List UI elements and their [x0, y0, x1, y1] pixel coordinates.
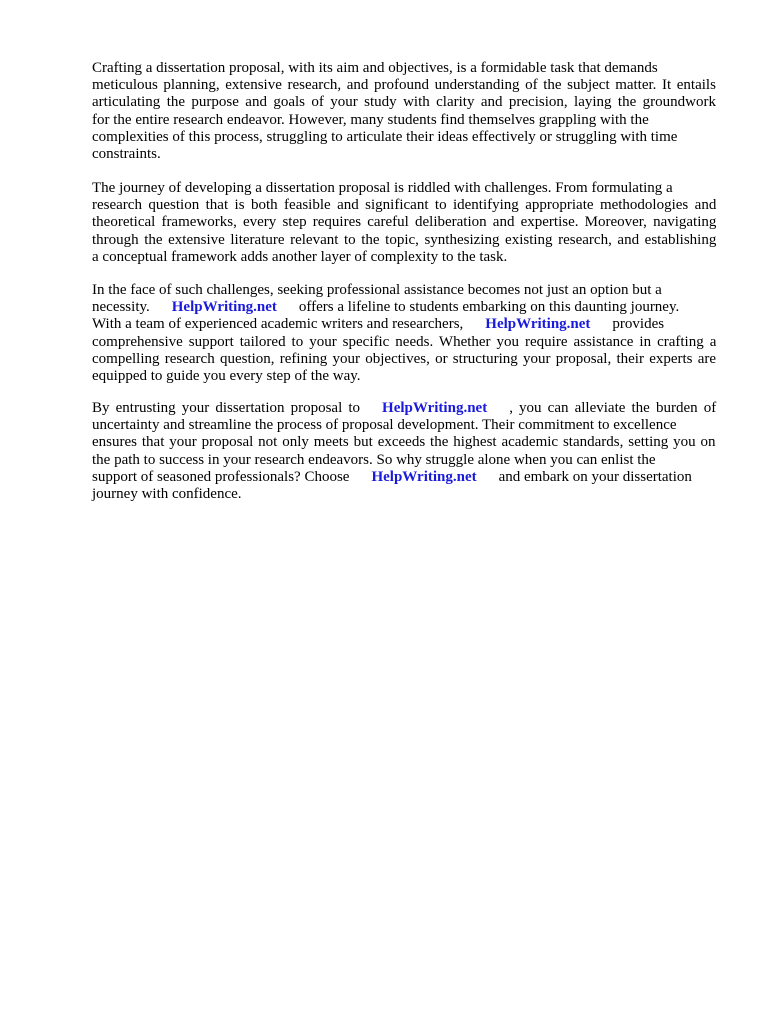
- text-line: [92, 351, 716, 368]
- text-segment: constraints.: [92, 146, 161, 162]
- text-segment: articulating the purpose and goals of your study with clarity and precision, laying the groundwork: [92, 94, 716, 111]
- text-segment: With a team of experienced academic writers and researchers,: [92, 316, 464, 333]
- text-segment: necessity.: [92, 299, 150, 316]
- text-line: [92, 316, 664, 333]
- text-line: [92, 197, 716, 214]
- text-line: [92, 334, 716, 351]
- text-segment: equipped to guide you every step of the way.: [92, 368, 361, 384]
- text-segment: for the entire research endeavor. However, many students find themselves grappling with the: [92, 111, 649, 128]
- helpwriting-link[interactable]: HelpWriting.net: [382, 400, 488, 416]
- text-segment: meticulous planning, extensive research, and profound understanding of the subject matter. It entails: [92, 77, 716, 94]
- text-segment: The journey of developing a dissertation proposal is riddled with challenges. From formulating a: [92, 180, 673, 196]
- text-segment: journey with confidence.: [92, 486, 242, 502]
- text-line: [92, 77, 716, 94]
- helpwriting-link[interactable]: HelpWriting.net: [371, 468, 477, 485]
- text-segment: theoretical frameworks, every step requires careful deliberation and expertise. Moreover, navigating: [92, 214, 717, 231]
- text-segment: and embark on your dissertation: [498, 468, 692, 485]
- text-segment: ensures that your proposal not only meets but exceeds the highest academic standards, setting you on: [92, 434, 716, 451]
- helpwriting-link[interactable]: HelpWriting.net: [485, 316, 591, 333]
- text-segment: the path to success in your research endeavors. So why struggle alone when you can enlist the: [92, 451, 656, 468]
- text-line: [92, 214, 716, 231]
- text-segment: uncertainty and streamline the process of proposal development. Their commitment to excellence: [92, 417, 677, 434]
- text-line: [92, 417, 677, 434]
- text-segment: In the face of such challenges, seeking professional assistance becomes not just an option but a: [92, 282, 662, 298]
- text-line: [92, 282, 662, 299]
- text-segment: complexities of this process, struggling to articulate their ideas effectively or struggling with time: [92, 128, 678, 145]
- text-line: [92, 129, 677, 146]
- text-segment: comprehensive support tailored to your specific needs. Whether you require assistance in crafting a: [92, 333, 717, 350]
- text-line: [92, 249, 507, 266]
- text-line: [92, 112, 649, 129]
- text-line: [92, 469, 692, 486]
- text-line: [92, 60, 658, 77]
- text-line: [92, 146, 161, 163]
- text-segment: through the extensive literature relevant to the topic, synthesizing existing research, and establishing: [92, 231, 717, 248]
- text-segment: provides: [612, 316, 665, 333]
- text-segment: , you can alleviate the burden of: [509, 400, 717, 416]
- text-segment: Crafting a dissertation proposal, with its aim and objectives, is a formidable task that demands: [92, 60, 658, 76]
- text-line: [92, 299, 679, 316]
- text-segment: support of seasoned professionals? Choose: [92, 468, 350, 485]
- text-line: [92, 400, 716, 417]
- text-segment: a conceptual framework adds another layer of complexity to the task.: [92, 248, 508, 265]
- helpwriting-link[interactable]: HelpWriting.net: [171, 299, 277, 316]
- text-segment: research question that is both feasible and significant to identifying appropriate methodologies and: [92, 197, 717, 214]
- text-line: [92, 486, 242, 503]
- text-line: [92, 368, 361, 385]
- text-line: [92, 434, 716, 451]
- text-segment: compelling research question, refining your objectives, or structuring your proposal, their experts are: [92, 350, 717, 367]
- text-line: [92, 452, 656, 469]
- text-line: [92, 180, 673, 197]
- text-line: [92, 94, 716, 111]
- text-segment: By entrusting your dissertation proposal to: [92, 400, 361, 416]
- text-line: [92, 232, 716, 249]
- text-segment: offers a lifeline to students embarking on this daunting journey.: [298, 299, 680, 316]
